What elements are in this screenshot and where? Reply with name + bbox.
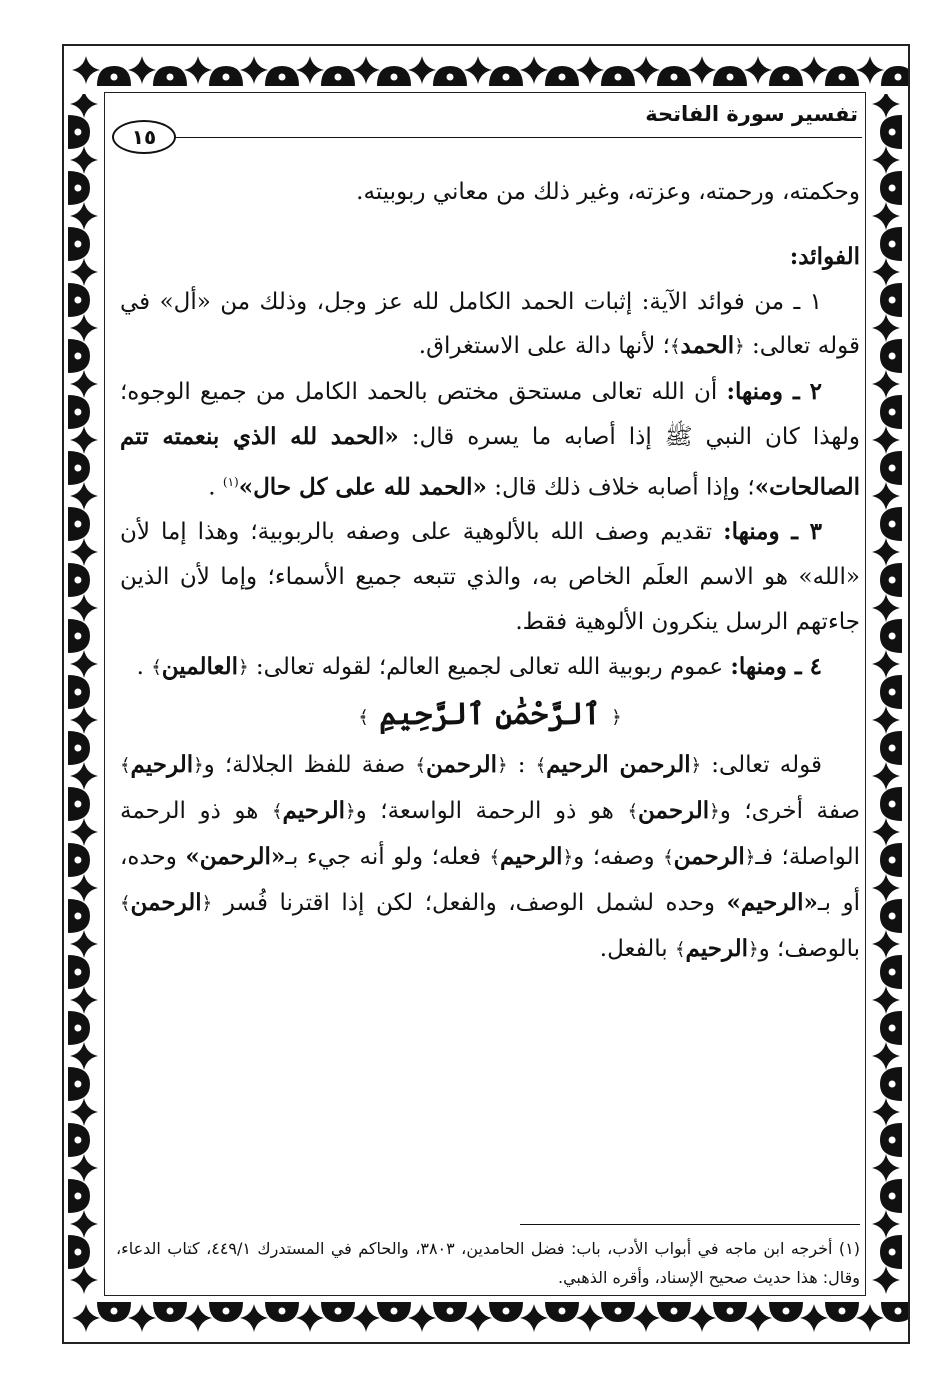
dome-dot [74, 1137, 81, 1144]
star-ornament [872, 538, 900, 566]
star-ornament [872, 314, 900, 342]
dome-dot [223, 74, 230, 81]
dome-dot [74, 1249, 81, 1256]
dome-dot [111, 1308, 118, 1315]
dome-dot [223, 1308, 230, 1315]
dome-dot [74, 521, 81, 528]
dome-dot [74, 745, 81, 752]
dome-dot [889, 633, 896, 640]
star-ornament [70, 930, 98, 958]
star-ornament [872, 1042, 900, 1070]
star-ornament [520, 56, 548, 84]
dome-dot [74, 801, 81, 808]
dome-dot [111, 74, 118, 81]
star-ornament [856, 56, 884, 84]
quran-close-brace: ﴾ [120, 892, 131, 914]
quran-open-brace: ﴿ [744, 847, 756, 869]
star-ornament [872, 930, 900, 958]
star-ornament [184, 1304, 212, 1332]
quran-open-brace: ﴿ [238, 656, 249, 678]
star-ornament [872, 650, 900, 678]
star-ornament [70, 202, 98, 230]
star-ornament [70, 986, 98, 1014]
star-ornament [70, 94, 98, 118]
quran-close-brace: ﴾ [271, 801, 283, 823]
dome-dot [889, 185, 896, 192]
star-ornament [240, 1304, 268, 1332]
dome-dot [889, 1249, 896, 1256]
quran-open-brace: ﴿ [748, 938, 759, 960]
dome-dot [559, 1308, 566, 1315]
dome-dot [889, 1081, 896, 1088]
ornamental-border-top [64, 46, 908, 94]
dome-ornament [881, 66, 908, 86]
benefit-2-text: ؛ وإذا أصابه خلاف ذلك قال: [494, 474, 755, 501]
dome-dot [889, 801, 896, 808]
dome-dot [889, 689, 896, 696]
dome-dot [889, 745, 896, 752]
star-ornament [872, 426, 900, 454]
star-ornament [800, 1304, 828, 1332]
benefit-2 [120, 370, 860, 510]
star-ornament [70, 538, 98, 566]
dome-dot [279, 1308, 286, 1315]
dome-dot [391, 1308, 398, 1315]
dome-dot [889, 577, 896, 584]
quran-word: الرحيم [500, 843, 563, 871]
dome-dot [74, 129, 81, 136]
benefit-4 [120, 645, 860, 691]
text-run: بالوصف؛ و [758, 935, 860, 962]
star-ornament [240, 56, 268, 84]
dome-dot [727, 74, 734, 81]
dome-dot [74, 577, 81, 584]
dome-dot [671, 1308, 678, 1315]
star-ornament [856, 1304, 884, 1332]
paragraph: وحكمته، ورحمته، وعزته، وغير ذلك من معاني ربوبيته. [356, 179, 860, 205]
dome-dot [74, 297, 81, 304]
text-run: وحده لشمل الوصف، والفعل؛ لكن إذا اقترنا فُسر [223, 889, 715, 916]
star-ornament [408, 1304, 436, 1332]
quran-word: «الرحيم» [726, 888, 818, 916]
hadith-quote: «الحمد لله الذي بنعمته تتم الصالحات» [120, 422, 860, 501]
dome-dot [839, 74, 846, 81]
dome-dot [889, 465, 896, 472]
star-ornament [408, 56, 436, 84]
dome-dot [503, 74, 510, 81]
star-ornament [688, 1304, 716, 1332]
dome-dot [895, 1308, 902, 1315]
dome-dot [74, 1025, 81, 1032]
quran-word: الرحمن [425, 751, 498, 779]
dome-dot [889, 353, 896, 360]
quran-word: الرحيم [282, 797, 346, 825]
star-ornament [744, 1304, 772, 1332]
star-ornament [70, 1210, 98, 1238]
ornamental-border-left [64, 94, 104, 1294]
benefit-2-text: أن الله تعالى مستحق مختص بالحمد الكامل من جميع الوجوه؛ ولهذا كان النبي ﷺ إذا أصابه ما يسره قال: [120, 379, 860, 450]
dome-dot [74, 1081, 81, 1088]
star-ornament [70, 314, 98, 342]
quran-open-brace: ﴿ [345, 801, 356, 823]
punctuation: . [208, 474, 216, 501]
dome-dot [74, 857, 81, 864]
dome-dot [889, 1193, 896, 1200]
star-ornament [872, 258, 900, 286]
star-ornament [296, 1304, 324, 1332]
quran-word: الرحمن [638, 797, 710, 825]
star-ornament [576, 56, 604, 84]
star-ornament [576, 1304, 604, 1332]
dome-dot [74, 689, 81, 696]
dome-dot [889, 1137, 896, 1144]
dome-dot [335, 74, 342, 81]
quran-close-brace: ﴾ [535, 755, 547, 777]
benefit-1 [120, 280, 860, 371]
star-ornament [688, 56, 716, 84]
star-ornament [70, 874, 98, 902]
footnote-ref: (١) [222, 474, 239, 489]
dome-dot [335, 1308, 342, 1315]
dome-ornament [881, 1302, 908, 1322]
book-title: تفسير سورة الفاتحة [645, 102, 858, 126]
quran-close-brace: ﴾ [358, 707, 369, 729]
star-ornament [70, 706, 98, 734]
star-ornament [632, 56, 660, 84]
star-ornament [352, 1304, 380, 1332]
star-ornament [70, 594, 98, 622]
benefit-1-lead: ١ ـ من فوائد الآية: إثبات الحمد الكامل لله عز وجل، وذلك من «أل» في قوله تعالى: [120, 288, 860, 360]
dome-dot [74, 1193, 81, 1200]
text-run: هو ذو الرحمة الواسعة؛ و [355, 798, 614, 825]
star-ornament [128, 56, 156, 84]
dome-dot [889, 241, 896, 248]
star-ornament [872, 594, 900, 622]
benefit-2-number: ٢ ـ ومنها: [726, 378, 822, 406]
star-ornament [872, 146, 900, 174]
dome-dot [74, 241, 81, 248]
quran-open-brace: ﴿ [611, 707, 622, 729]
text-run: صفة أخرى؛ و [719, 798, 861, 825]
quran-close-brace: ﴾ [120, 755, 131, 777]
page-number: ١٥ [112, 120, 176, 154]
dome-dot [167, 74, 174, 81]
text-run: هو ذو الرحمة الواصلة؛ فـ [120, 798, 860, 871]
star-ornament [872, 1210, 900, 1238]
quran-word: الرحيم [685, 934, 749, 962]
dome-dot [447, 74, 454, 81]
dome-dot [727, 1308, 734, 1315]
hadith-quote: «الحمد لله على كل حال» [238, 473, 487, 501]
quran-open-brace: ﴿ [709, 801, 720, 823]
star-ornament [296, 56, 324, 84]
ornamental-border-right [866, 94, 906, 1294]
star-ornament [872, 482, 900, 510]
star-ornament [128, 1304, 156, 1332]
punctuation: . [136, 653, 144, 680]
quran-word: الرحمن [673, 843, 745, 871]
star-ornament [872, 94, 900, 118]
star-ornament [70, 818, 98, 846]
dome-dot [559, 74, 566, 81]
benefit-3 [120, 510, 860, 644]
star-ornament [72, 56, 100, 84]
text-run: بالفعل. [599, 935, 668, 962]
dome-dot [74, 353, 81, 360]
quran-open-brace: ﴿ [562, 847, 574, 869]
benefit-1-tail: ؛ لأنها دالة على الاستغراق. [418, 333, 670, 360]
quran-open-brace: ﴿ [734, 336, 745, 358]
quran-open-brace: ﴿ [690, 755, 702, 777]
star-ornament [872, 1266, 900, 1294]
page-body [120, 170, 860, 972]
star-ornament [464, 56, 492, 84]
verse-heading [120, 690, 860, 743]
dome-dot [74, 409, 81, 416]
quran-open-brace: ﴿ [497, 755, 508, 777]
star-ornament [872, 818, 900, 846]
star-ornament [72, 1304, 100, 1332]
star-ornament [872, 1154, 900, 1182]
dome-dot [889, 969, 896, 976]
dome-dot [889, 857, 896, 864]
benefit-3-number: ٣ ـ ومنها: [723, 518, 822, 546]
text-run: قوله تعالى: [711, 752, 823, 779]
text-run: صفة للفظ الجلالة؛ و [203, 752, 406, 779]
dome-dot [889, 129, 896, 136]
footnotes [116, 1234, 860, 1292]
star-ornament [352, 56, 380, 84]
star-ornament [464, 1304, 492, 1332]
star-ornament [70, 1098, 98, 1126]
benefit-3-text: تقديم وصف الله بالألوهية على وصفه بالربوبية؛ وهذا إما لأن «الله» هو الاسم العلَم الخاص به، والذي تتبعه جميع الأسماء؛ وإما لأن الذين جاءتهم الرسل ينكرون الألوهية فقط. [120, 519, 860, 635]
dome-dot [74, 913, 81, 920]
spacer [120, 215, 860, 235]
header-rule [160, 137, 862, 138]
dome-dot [783, 74, 790, 81]
ornamental-border-bottom [64, 1294, 908, 1342]
quran-close-brace: ﴾ [627, 801, 639, 823]
quran-word: الحمد [680, 332, 735, 360]
dome-dot [889, 297, 896, 304]
dome-dot [74, 185, 81, 192]
dome-dot [74, 465, 81, 472]
dome-dot [167, 1308, 174, 1315]
text-run: وحده، أو بـ [120, 844, 861, 916]
text-run: فعله؛ ولو أنه جيء بـ [285, 844, 481, 871]
verse-heading-text: ٱلرَّحْمَٰنِ ٱلرَّحِيمِ [379, 697, 601, 733]
dome-dot [889, 409, 896, 416]
star-ornament [872, 762, 900, 790]
star-ornament [872, 874, 900, 902]
dome-dot [889, 913, 896, 920]
quran-close-brace: ﴾ [663, 847, 674, 869]
quran-close-brace: ﴾ [674, 938, 686, 960]
quran-word: الرحمن [130, 888, 202, 916]
dome-dot [74, 969, 81, 976]
running-header [104, 96, 866, 166]
text-run: : [517, 752, 526, 779]
star-ornament [872, 986, 900, 1014]
star-ornament [184, 56, 212, 84]
benefit-4-number: ٤ ـ ومنها: [730, 652, 822, 680]
benefit-4-text: عموم ربوبية الله تعالى لجميع العالم؛ لقوله تعالى: [255, 653, 724, 680]
star-ornament [70, 258, 98, 286]
dome-dot [615, 74, 622, 81]
star-ornament [800, 56, 828, 84]
dome-dot [279, 74, 286, 81]
dome-dot [839, 1308, 846, 1315]
star-ornament [70, 1266, 98, 1294]
dome-dot [391, 74, 398, 81]
star-ornament [520, 1304, 548, 1332]
star-ornament [70, 482, 98, 510]
quran-close-brace: ﴾ [415, 755, 426, 777]
quran-open-brace: ﴿ [193, 755, 204, 777]
tafsir-paragraph [120, 743, 860, 972]
star-ornament [70, 1042, 98, 1070]
footnote-separator [520, 1224, 860, 1225]
star-ornament [70, 426, 98, 454]
quran-open-brace: ﴿ [201, 892, 213, 914]
dome-dot [783, 1308, 790, 1315]
star-ornament [872, 202, 900, 230]
dome-dot [895, 74, 902, 81]
quran-close-brace: ﴾ [670, 336, 681, 358]
star-ornament [70, 370, 98, 398]
dome-dot [74, 633, 81, 640]
star-ornament [632, 1304, 660, 1332]
quran-word: العالمين [161, 652, 239, 680]
section-heading: الفوائد: [789, 242, 860, 270]
dome-dot [889, 521, 896, 528]
quran-word: «الرحمن» [185, 843, 286, 871]
dome-dot [447, 1308, 454, 1315]
quran-word: الرحمن الرحيم [546, 751, 691, 779]
quran-word: الرحيم [130, 751, 194, 779]
dome-dot [503, 1308, 510, 1315]
footnote-1: (١) أخرجه ابن ماجه في أبواب الأدب، باب: فضل الحامدين، ٣٨٠٣، والحاكم في المستدرك ٤٤٩/١، كتاب الدعاء، وقال: هذا حديث صحيح الإسناد، وأقره الذهبي. [116, 1239, 861, 1287]
text-run: وصفه؛ و [573, 844, 655, 871]
dome-dot [671, 74, 678, 81]
star-ornament [744, 56, 772, 84]
star-ornament [70, 650, 98, 678]
dome-dot [889, 1025, 896, 1032]
star-ornament [70, 762, 98, 790]
star-ornament [872, 370, 900, 398]
star-ornament [70, 146, 98, 174]
quran-close-brace: ﴾ [151, 656, 162, 678]
star-ornament [872, 706, 900, 734]
quran-close-brace: ﴾ [489, 847, 500, 869]
star-ornament [70, 1154, 98, 1182]
star-ornament [872, 1098, 900, 1126]
dome-dot [615, 1308, 622, 1315]
